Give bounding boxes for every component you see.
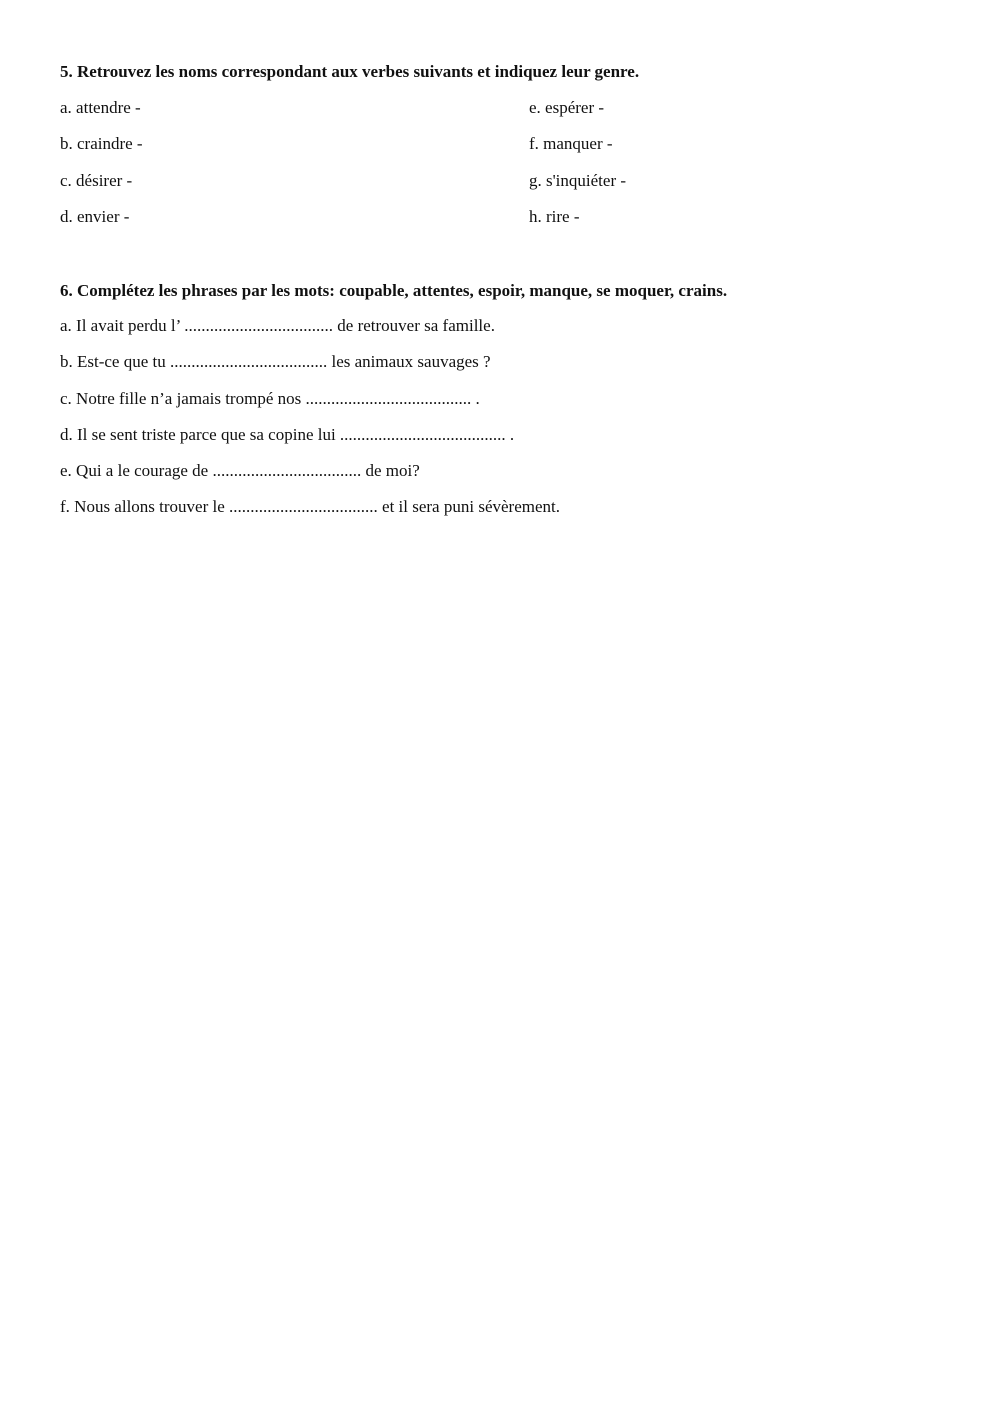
verb-item-d: d. envier -	[60, 207, 130, 226]
sentence-b: b. Est-ce que tu ..................................... les animaux sauvages ?	[60, 352, 491, 371]
verb-item-g: g. s'inquiéter -	[529, 171, 627, 190]
verb-item-a: a. attendre -	[60, 98, 141, 117]
verb-item-c: c. désirer -	[60, 171, 133, 190]
verb-item-b: b. craindre -	[60, 134, 143, 153]
verb-item-f: f. manquer -	[529, 134, 613, 153]
verb-item-e: e. espérer -	[529, 98, 605, 117]
sentence-f: f. Nous allons trouver le ................................... et il sera puni sévèrement.	[60, 497, 560, 516]
exercise-5-heading: 5. Retrouvez les noms correspondant aux verbes suivants et indiquez leur genre.	[60, 62, 640, 81]
sentence-e: e. Qui a le courage de ................................... de moi?	[60, 461, 420, 480]
sentence-a: a. Il avait perdu l’ ................................... de retrouver sa famille.	[60, 316, 495, 335]
sentence-c: c. Notre fille n’a jamais trompé nos ....................................... .	[60, 389, 480, 408]
verb-item-h: h. rire -	[529, 207, 580, 226]
exercise-6-heading: 6. Complétez les phrases par les mots: coupable, attentes, espoir, manque, se moquer, crains.	[60, 281, 728, 300]
sentence-d: d. Il se sent triste parce que sa copine lui ....................................... .	[60, 425, 515, 444]
